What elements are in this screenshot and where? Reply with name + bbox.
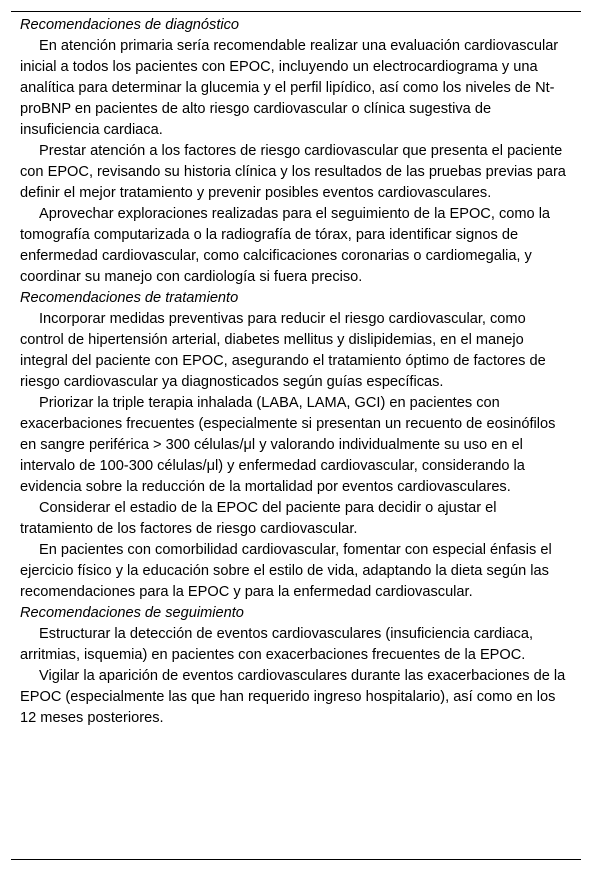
paragraph: En atención primaria sería recomendable realizar una evaluación cardiovascular inicial a todos los pacientes con EPOC, incluyendo un electrocardiograma y una analítica para determinar la glucemia y el perfil lipídico, así como los niveles de Nt-proBNP en pacientes de alto riesgo cardiovascular o clínica sugestiva de insuficiencia cardiaca. [20,38,559,138]
paragraph: Vigilar la aparición de eventos cardiovasculares durante las exacerbaciones de la EPOC (especialmente las que han requerido ingreso hospitalario), así como en los 12 meses posteriores. [20,668,566,726]
paragraph: En pacientes con comorbilidad cardiovascular, fomentar con especial énfasis el ejercicio físico y la educación sobre el estilo de vida, adaptando la dieta según las recomendaciones para la EPOC y para la enfermedad cardiovascular. [20,542,552,600]
paragraph: Prestar atención a los factores de riesgo cardiovascular que presenta el paciente con EPOC, revisando su historia clínica y los resultados de las pruebas previas para definir el mejor tratamiento y prevenir posibles eventos cardiovasculares. [20,143,566,201]
paragraph: Considerar el estadio de la EPOC del paciente para decidir o ajustar el tratamiento de los factores de riesgo cardiovascular. [20,500,497,537]
section-heading-follow-up: Recomendaciones de seguimiento [20,605,244,621]
section-heading-treatment: Recomendaciones de tratamiento [20,290,239,306]
paragraph: Aprovechar exploraciones realizadas para el seguimiento de la EPOC, como la tomografía computarizada o la radiografía de tórax, para identificar signos de enfermedad cardiovascular, como calcificaciones coronarias o cardiomegalia, y coordinar su manejo con cardiología si fuera preciso. [20,206,551,285]
paragraph: Incorporar medidas preventivas para reducir el riesgo cardiovascular, como control de hipertensión arterial, diabetes mellitus y dislipidemias, en el manejo integral del paciente con EPOC, asegurando el tratamiento óptimo de factores de riesgo cardiovascular ya diagnosticados según guías específicas. [20,311,546,390]
paragraph: Estructurar la detección de eventos cardiovasculares (insuficiencia cardiaca, arritmias, isquemia) en pacientes con exacerbaciones frecuentes de la EPOC. [20,626,533,663]
recommendations-table [11,11,581,860]
paragraph: Priorizar la triple terapia inhalada (LABA, LAMA, GCI) en pacientes con exacerbaciones frecuentes (especialmente si presentan un recuento de eosinófilos en sangre periférica > 300 células/μl y valorando individualmente su uso en el intervalo de 100-300 células/μl) y enfermedad cardiovascular, considerando la evidencia sobre la reducción de la mortalidad por eventos cardiovasculares. [20,395,556,495]
section-heading-diagnosis: Recomendaciones de diagnóstico [20,17,240,33]
